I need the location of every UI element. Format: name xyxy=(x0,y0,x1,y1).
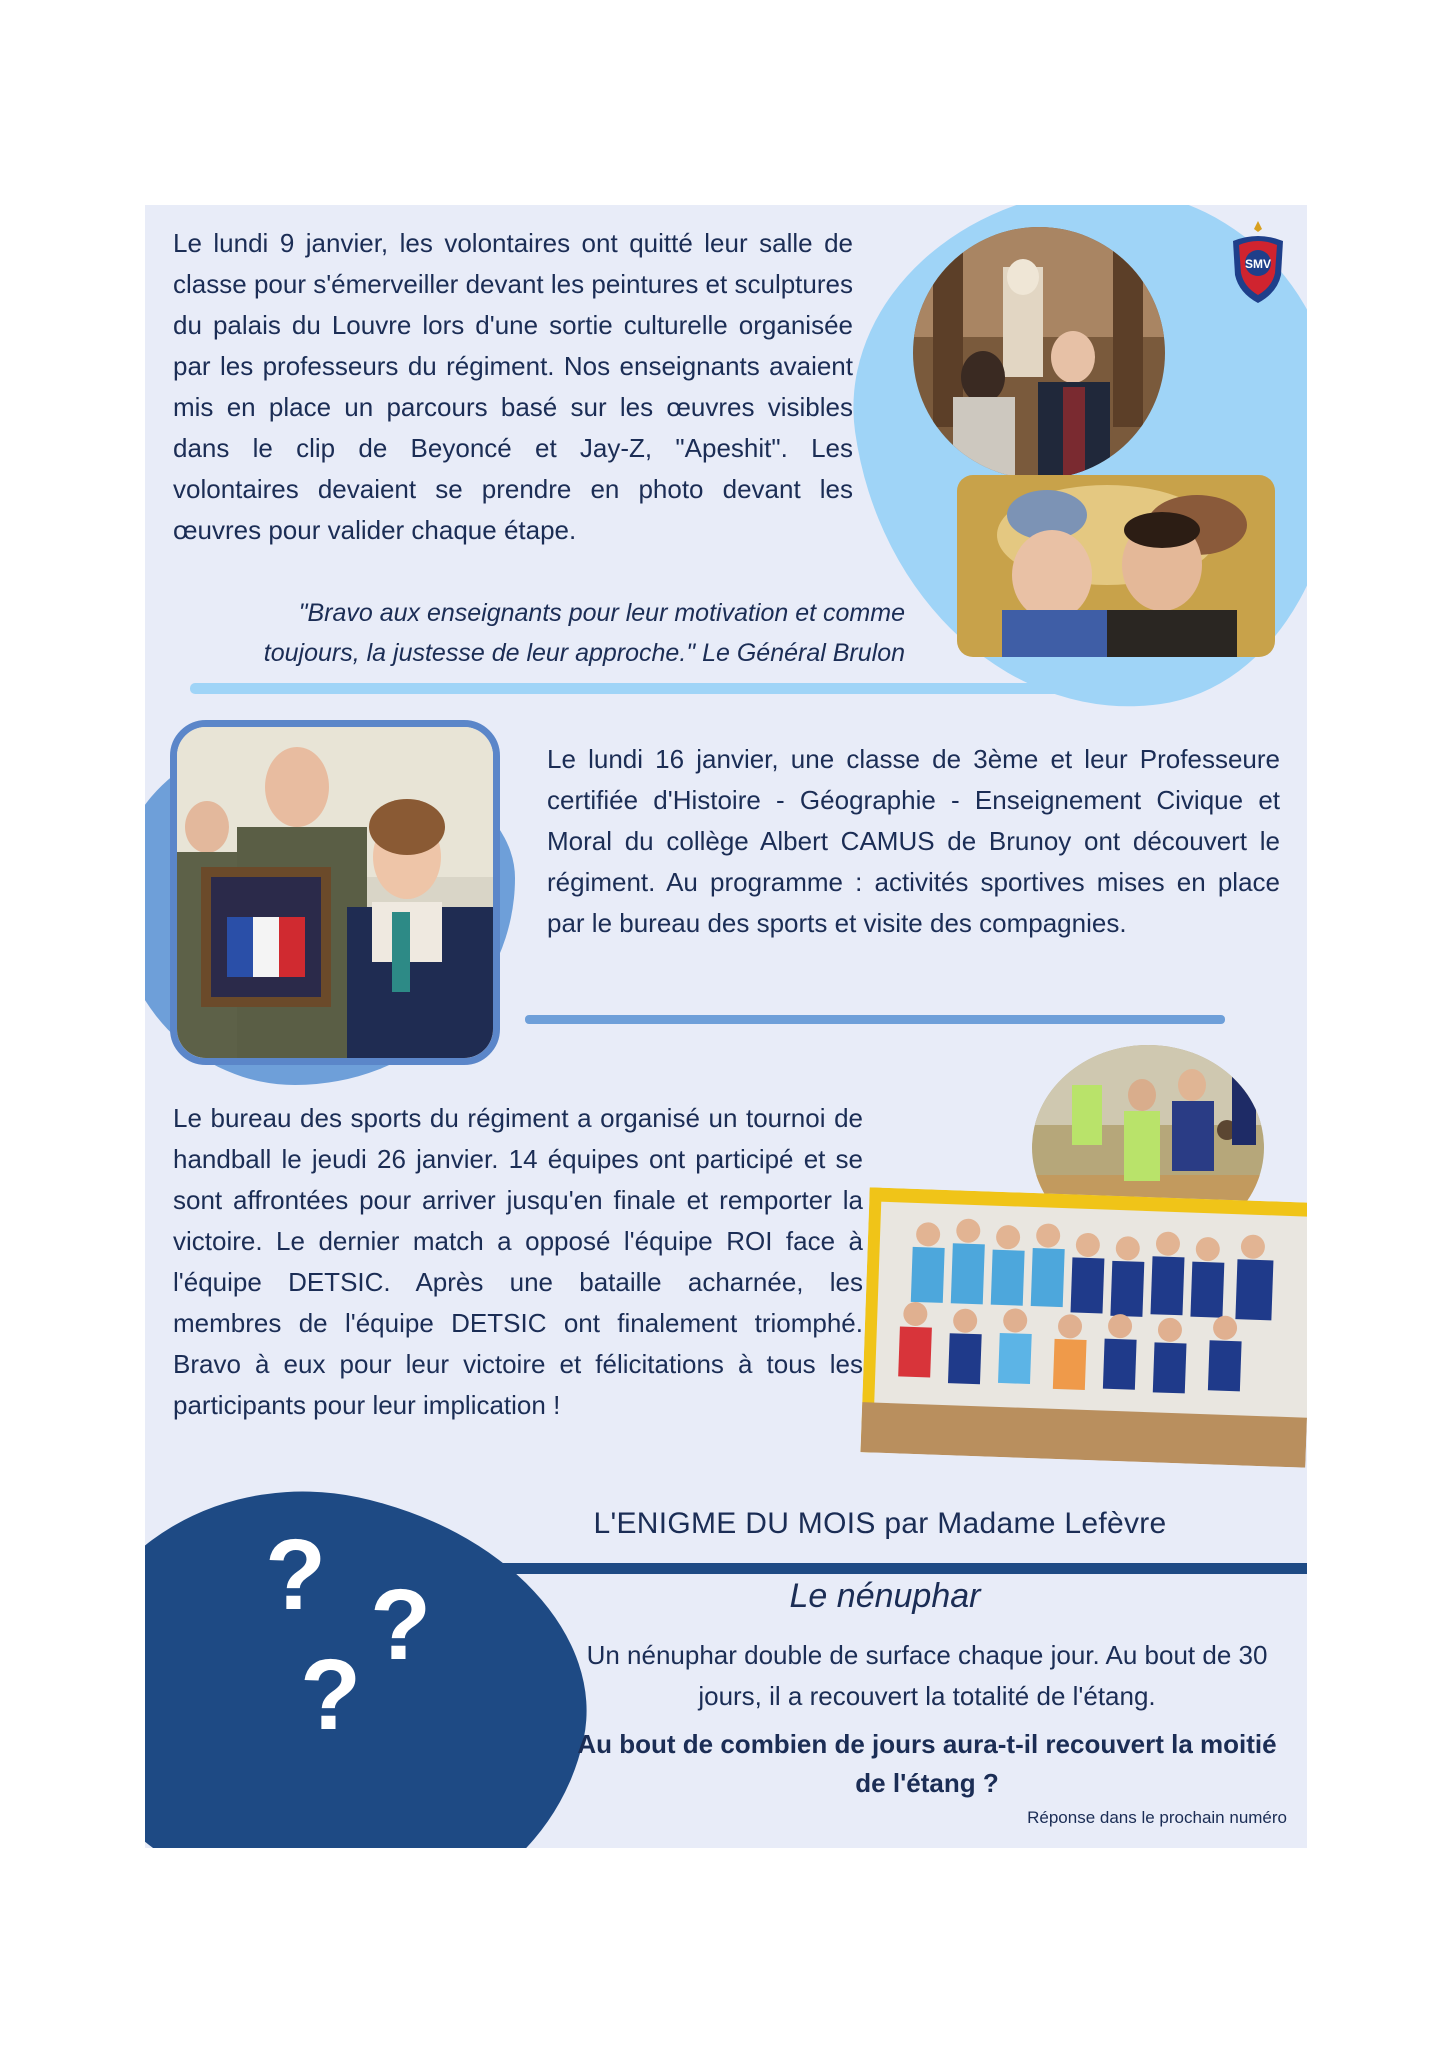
enigme-question: Au bout de combien de jours aura-t-il recouvert la moitié de l'étang ? xyxy=(577,1729,1277,1798)
section-divider-1 xyxy=(190,683,1120,694)
newsletter-panel xyxy=(145,205,1307,1848)
louvre-ceiling-selfie-photo xyxy=(957,475,1275,657)
louvre-photo xyxy=(913,227,1165,479)
enigme-title: L'ENIGME DU MOIS par Madame Lefèvre xyxy=(593,1507,1167,1540)
question-mark-icon: ? xyxy=(265,1519,327,1631)
question-mark-icon: ? xyxy=(300,1639,362,1751)
enigme-divider xyxy=(490,1563,1307,1574)
smv-crest-logo xyxy=(1227,219,1289,307)
handball-team-photo xyxy=(861,1187,1307,1467)
enigme-answer-note: Réponse dans le prochain numéro xyxy=(1027,1808,1287,1827)
louvre-article-text: Le lundi 9 janvier, les volontaires ont quitté leur salle de classe pour s'émerveiller devant les peintures et sculptures du palais du Louvre lors d'une sortie culturelle organisée par les professeurs du régiment. Nos enseignants avaient mis en place un parcours basé sur les œuvres visibles dans le clip de Beyoncé et Jay-Z, "Apeshit". Les volontaires devaient se prendre en photo devant les œuvres pour valider chaque étape. xyxy=(173,228,853,545)
section-divider-2 xyxy=(525,1015,1225,1024)
handball-article-text: Le bureau des sports du régiment a organisé un tournoi de handball le jeudi 26 janvier. 14 équipes ont participé et se sont affrontées pour arriver jusqu'en finale et remporter la victoire. Le dernier match a opposé l'équipe ROI face à l'équipe DETSIC. Après une bataille acharnée, les membres de l'équipe DETSIC ont finalement triomphé. Bravo à eux pour leur victoire et félicitations à tous les participants pour leur implication ! xyxy=(173,1103,863,1420)
logo-text: SMV xyxy=(1244,257,1272,271)
regiment-visit-photo xyxy=(170,720,500,1065)
enigme-statement: Un nénuphar double de surface chaque jour. Au bout de 30 jours, il a recouvert la totalité de l'étang. xyxy=(586,1640,1268,1711)
question-mark-icon: ? xyxy=(370,1569,432,1681)
general-quote: "Bravo aux enseignants pour leur motivation et comme toujours, la justesse de leur approche." Le Général Brulon xyxy=(263,599,905,667)
college-visit-article-text: Le lundi 16 janvier, une classe de 3ème et leur Professeure certifiée d'Histoire - Géographie - Enseignement Civique et Moral du collège Albert CAMUS de Brunoy ont découvert le régiment. Au programme : activités sportives mises en place par le bureau des sports et visite des compagnies. xyxy=(547,744,1280,938)
enigme-name: Le nénuphar xyxy=(789,1577,981,1615)
